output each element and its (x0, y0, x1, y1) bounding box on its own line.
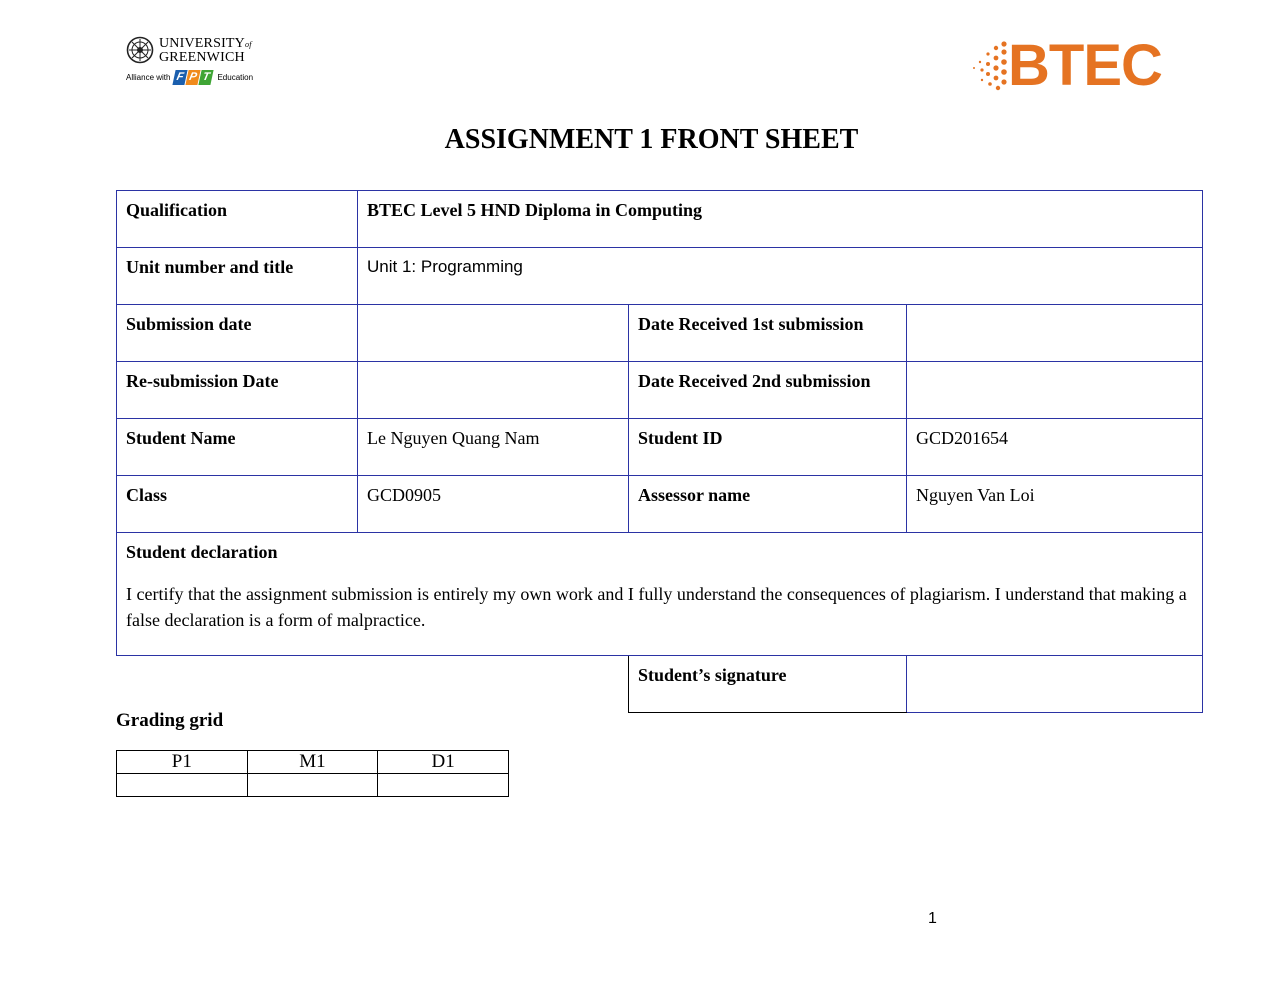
assessor-value: Nguyen Van Loi (907, 476, 1203, 533)
resubmission-row (117, 362, 1203, 419)
grading-value-row (117, 774, 509, 797)
date-received-2-value (907, 362, 1203, 419)
university-line1: UNIVERSITY (159, 35, 245, 51)
class-label: Class (117, 476, 358, 533)
grading-header-row (117, 751, 509, 774)
signature-label: Student’s signature (629, 656, 907, 713)
signature-spacer (117, 656, 629, 713)
university-of: of (245, 39, 252, 49)
class-value: GCD0905 (358, 476, 629, 533)
grade-header-d1: D1 (378, 751, 509, 774)
fpt-letter-f: F (173, 70, 188, 85)
grade-value-d1 (378, 774, 509, 797)
grade-header-p1: P1 (117, 751, 248, 774)
unit-value: Unit 1: Programming (358, 248, 1203, 305)
unit-row (117, 248, 1203, 305)
date-received-1-value (907, 305, 1203, 362)
university-of-greenwich-logo (126, 36, 266, 100)
grading-grid-table (116, 750, 509, 797)
declaration-heading: Student declaration (126, 542, 278, 562)
btec-wordmark: BTEC (1008, 33, 1162, 98)
student-name-value: Le Nguyen Quang Nam (358, 419, 629, 476)
grading-grid-title: Grading grid (116, 710, 224, 731)
signature-row (117, 656, 1203, 713)
signature-value (907, 656, 1203, 713)
qualification-row (117, 191, 1203, 248)
student-name-label: Student Name (117, 419, 358, 476)
fpt-logo (174, 70, 213, 85)
grade-value-m1 (247, 774, 378, 797)
submission-row (117, 305, 1203, 362)
university-line2: GREENWICH (159, 49, 245, 65)
student-id-label: Student ID (629, 419, 907, 476)
grade-value-p1 (117, 774, 248, 797)
declaration-text: I certify that the assignment submission is entirely my own work and I fully understand the consequences of plagiarism. I understand that making a false declaration is a form of malpractice. (126, 584, 1187, 630)
fpt-letter-t: T (199, 70, 214, 85)
fpt-letter-p: P (186, 70, 201, 85)
front-sheet-table (116, 190, 1203, 713)
resubmission-date-value (358, 362, 629, 419)
btec-logo (968, 33, 1166, 98)
submission-date-label: Submission date (117, 305, 358, 362)
student-row (117, 419, 1203, 476)
alliance-suffix: Education (217, 73, 254, 82)
alliance-prefix: Alliance with (126, 73, 171, 82)
declaration-cell (117, 533, 1203, 656)
submission-date-value (358, 305, 629, 362)
grade-header-m1: M1 (247, 751, 378, 774)
date-received-2-label: Date Received 2nd submission (629, 362, 907, 419)
page-number: 1 (928, 910, 937, 927)
assessor-label: Assessor name (629, 476, 907, 533)
page-title: ASSIGNMENT 1 FRONT SHEET (444, 124, 859, 155)
btec-dots-icon (968, 38, 1012, 94)
university-crest-icon (126, 36, 154, 64)
student-id-value: GCD201654 (907, 419, 1203, 476)
unit-label: Unit number and title (117, 248, 358, 305)
qualification-label: Qualification (117, 191, 358, 248)
date-received-1-label: Date Received 1st submission (629, 305, 907, 362)
qualification-value: BTEC Level 5 HND Diploma in Computing (358, 191, 1203, 248)
class-row (117, 476, 1203, 533)
resubmission-date-label: Re-submission Date (117, 362, 358, 419)
declaration-row (117, 533, 1203, 656)
